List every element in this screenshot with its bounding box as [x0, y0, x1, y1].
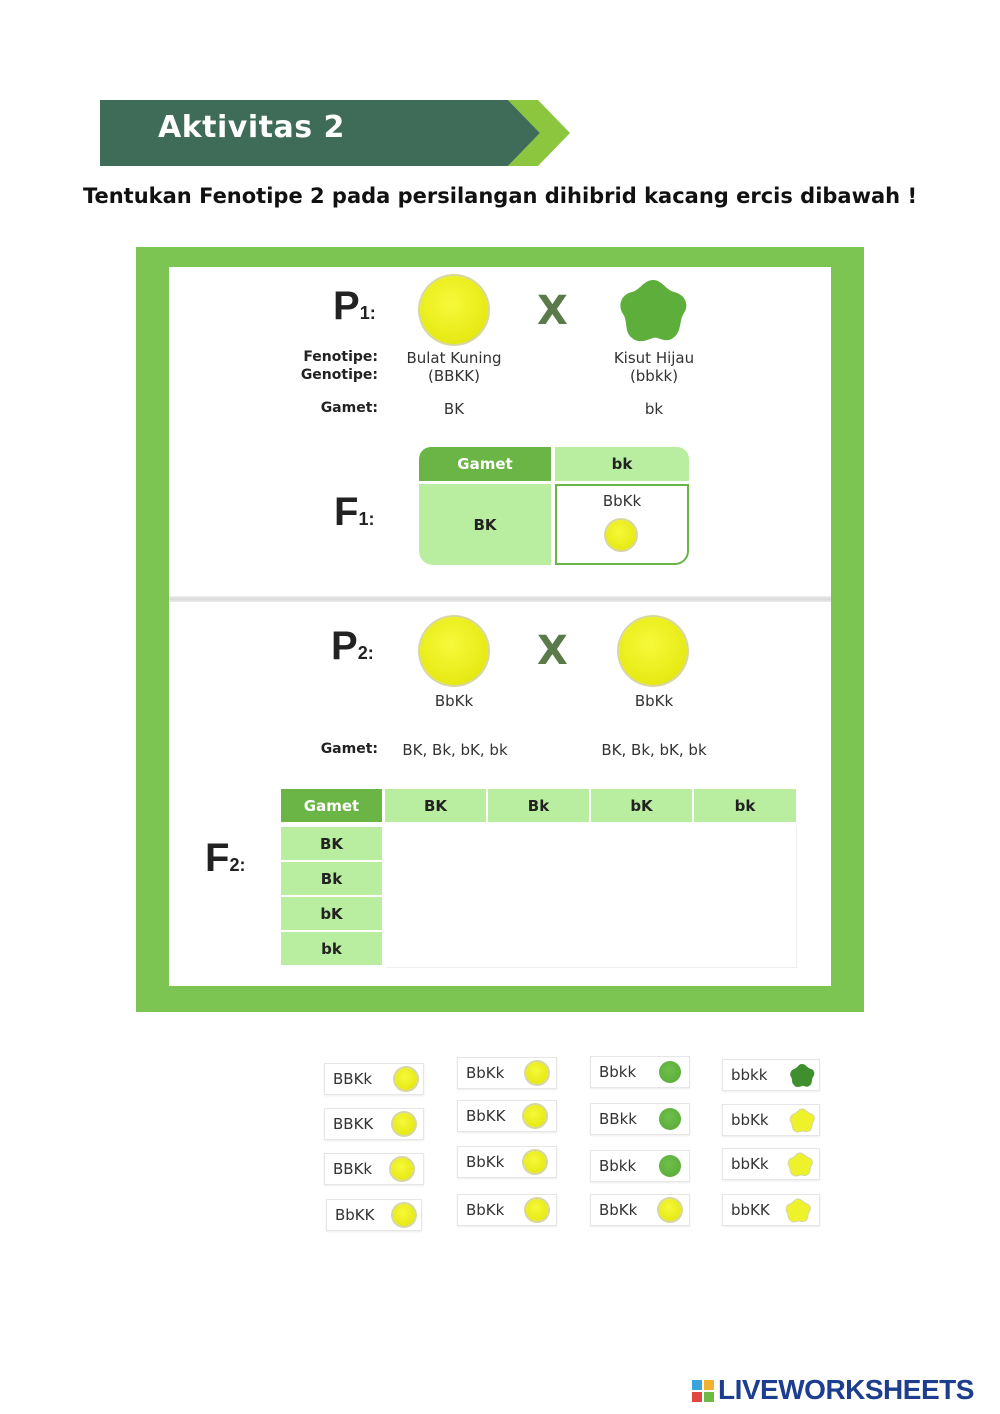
answer-genotype: Bbkk	[599, 1063, 637, 1081]
instruction-text: Tentukan Fenotipe 2 pada persilangan dihibrid kacang ercis dibawah !	[82, 184, 918, 208]
yellow-wrinkled-pea-icon	[789, 1108, 815, 1134]
yellow-round-pea-icon	[420, 276, 488, 344]
p1-left-gamet: BK	[443, 400, 465, 418]
answer-genotype: BbKK	[335, 1206, 375, 1224]
yellow-wrinkled-pea-icon	[785, 1198, 811, 1224]
section-divider	[169, 596, 831, 602]
f2-row-header: BK	[281, 827, 382, 860]
answer-chip[interactable]	[457, 1146, 557, 1178]
yellow-wrinkled-pea-icon	[787, 1152, 813, 1178]
answer-chip[interactable]	[324, 1153, 424, 1185]
green-wrinkled-pea-icon	[789, 1063, 815, 1089]
green-round-pea-icon	[659, 1108, 681, 1130]
yellow-round-pea-icon	[606, 520, 636, 550]
yellow-round-pea-icon	[524, 1105, 546, 1127]
genotipe-label: Genotipe:	[300, 367, 378, 383]
answer-chip[interactable]	[722, 1194, 820, 1226]
answer-genotype: BbKk	[466, 1064, 505, 1082]
liveworksheets-logo-icon	[692, 1380, 714, 1402]
answer-genotype: BBKK	[333, 1115, 374, 1133]
f2-drop-area[interactable]	[385, 825, 797, 968]
answer-genotype: BbKk	[466, 1153, 505, 1171]
p1-right-gamet: bk	[644, 400, 664, 418]
f1-row-header: BK	[419, 484, 551, 565]
answer-chip[interactable]	[590, 1194, 690, 1226]
answer-chip[interactable]	[326, 1199, 422, 1231]
p1-right-genotipe: (bbkk)	[629, 367, 679, 385]
p2-label: P2:	[331, 624, 374, 668]
answer-chip[interactable]	[722, 1059, 820, 1091]
activity-title: Aktivitas 2	[158, 110, 345, 145]
p1-gamet-label: Gamet:	[320, 400, 378, 416]
chevron-right-icon	[0, 0, 18, 30]
answer-chip[interactable]	[324, 1063, 424, 1095]
f2-col-header: BK	[385, 789, 486, 822]
answer-genotype: BBKk	[333, 1160, 373, 1178]
yellow-round-pea-icon	[393, 1113, 415, 1135]
p1-left-genotipe: (BBKK)	[428, 367, 480, 385]
answer-genotype: BbKK	[466, 1107, 506, 1125]
answer-chip[interactable]	[722, 1104, 820, 1136]
answer-chip[interactable]	[590, 1056, 690, 1088]
f1-result-genotype: BbKk	[602, 492, 642, 510]
f2-label: F2:	[205, 836, 246, 880]
yellow-round-pea-icon	[395, 1068, 417, 1090]
answer-genotype: Bbkk	[599, 1157, 637, 1175]
answer-chip[interactable]	[722, 1148, 820, 1180]
f2-col-header: bk	[694, 789, 796, 822]
answer-chip[interactable]	[324, 1108, 424, 1140]
yellow-round-pea-icon	[420, 617, 488, 685]
f2-row-header: bK	[281, 897, 382, 930]
answer-genotype: BbKk	[599, 1201, 638, 1219]
answer-chip[interactable]	[590, 1103, 690, 1135]
yellow-round-pea-icon	[659, 1199, 681, 1221]
p2-left-gamet: BK, Bk, bK, bk	[402, 741, 508, 759]
answer-chip[interactable]	[457, 1057, 557, 1089]
f2-row-header: Bk	[281, 862, 382, 895]
answer-genotype: bbKk	[731, 1111, 769, 1129]
green-round-pea-icon	[659, 1155, 681, 1177]
f2-col-header: bK	[591, 789, 692, 822]
p2-left-genotipe: BbKk	[434, 692, 474, 710]
answer-genotype: BBkk	[599, 1110, 637, 1128]
f1-header-gamet: Gamet	[419, 447, 551, 481]
f2-row-header: bk	[281, 932, 382, 965]
yellow-round-pea-icon	[526, 1062, 548, 1084]
f1-punnett-table	[419, 447, 689, 565]
answer-genotype: BbKk	[466, 1201, 505, 1219]
yellow-round-pea-icon	[526, 1199, 548, 1221]
yellow-round-pea-icon	[619, 617, 687, 685]
yellow-round-pea-icon	[524, 1151, 546, 1173]
p1-label: P1:	[333, 284, 376, 328]
answer-genotype: bbkk	[731, 1066, 768, 1084]
f1-result-cell	[555, 484, 689, 565]
f2-header-gamet: Gamet	[281, 789, 382, 822]
yellow-round-pea-icon	[393, 1204, 415, 1226]
p2-right-gamet: BK, Bk, bK, bk	[601, 741, 707, 759]
green-wrinkled-pea-icon	[616, 276, 690, 346]
answer-genotype: bbKK	[731, 1201, 770, 1219]
cross-icon: X	[537, 628, 568, 674]
liveworksheets-brand: LIVEWORKSHEETS	[718, 1374, 974, 1405]
answer-genotype: bbKk	[731, 1155, 769, 1173]
fenotipe-label: Fenotipe:	[303, 349, 378, 365]
green-round-pea-icon	[659, 1061, 681, 1083]
f2-col-header: Bk	[488, 789, 589, 822]
f1-label: F1:	[334, 490, 375, 534]
p2-gamet-label: Gamet:	[320, 741, 378, 757]
p1-right-fenotipe: Kisut Hijau	[613, 349, 695, 367]
answer-chip[interactable]	[590, 1150, 690, 1182]
answer-chip[interactable]	[457, 1100, 557, 1132]
answer-chip[interactable]	[457, 1194, 557, 1226]
answer-genotype: BBKk	[333, 1070, 373, 1088]
p2-right-genotipe: BbKk	[634, 692, 674, 710]
yellow-round-pea-icon	[391, 1158, 413, 1180]
cross-icon: X	[537, 288, 568, 334]
f1-col-header: bk	[555, 447, 689, 481]
p1-left-fenotipe: Bulat Kuning	[406, 349, 502, 367]
